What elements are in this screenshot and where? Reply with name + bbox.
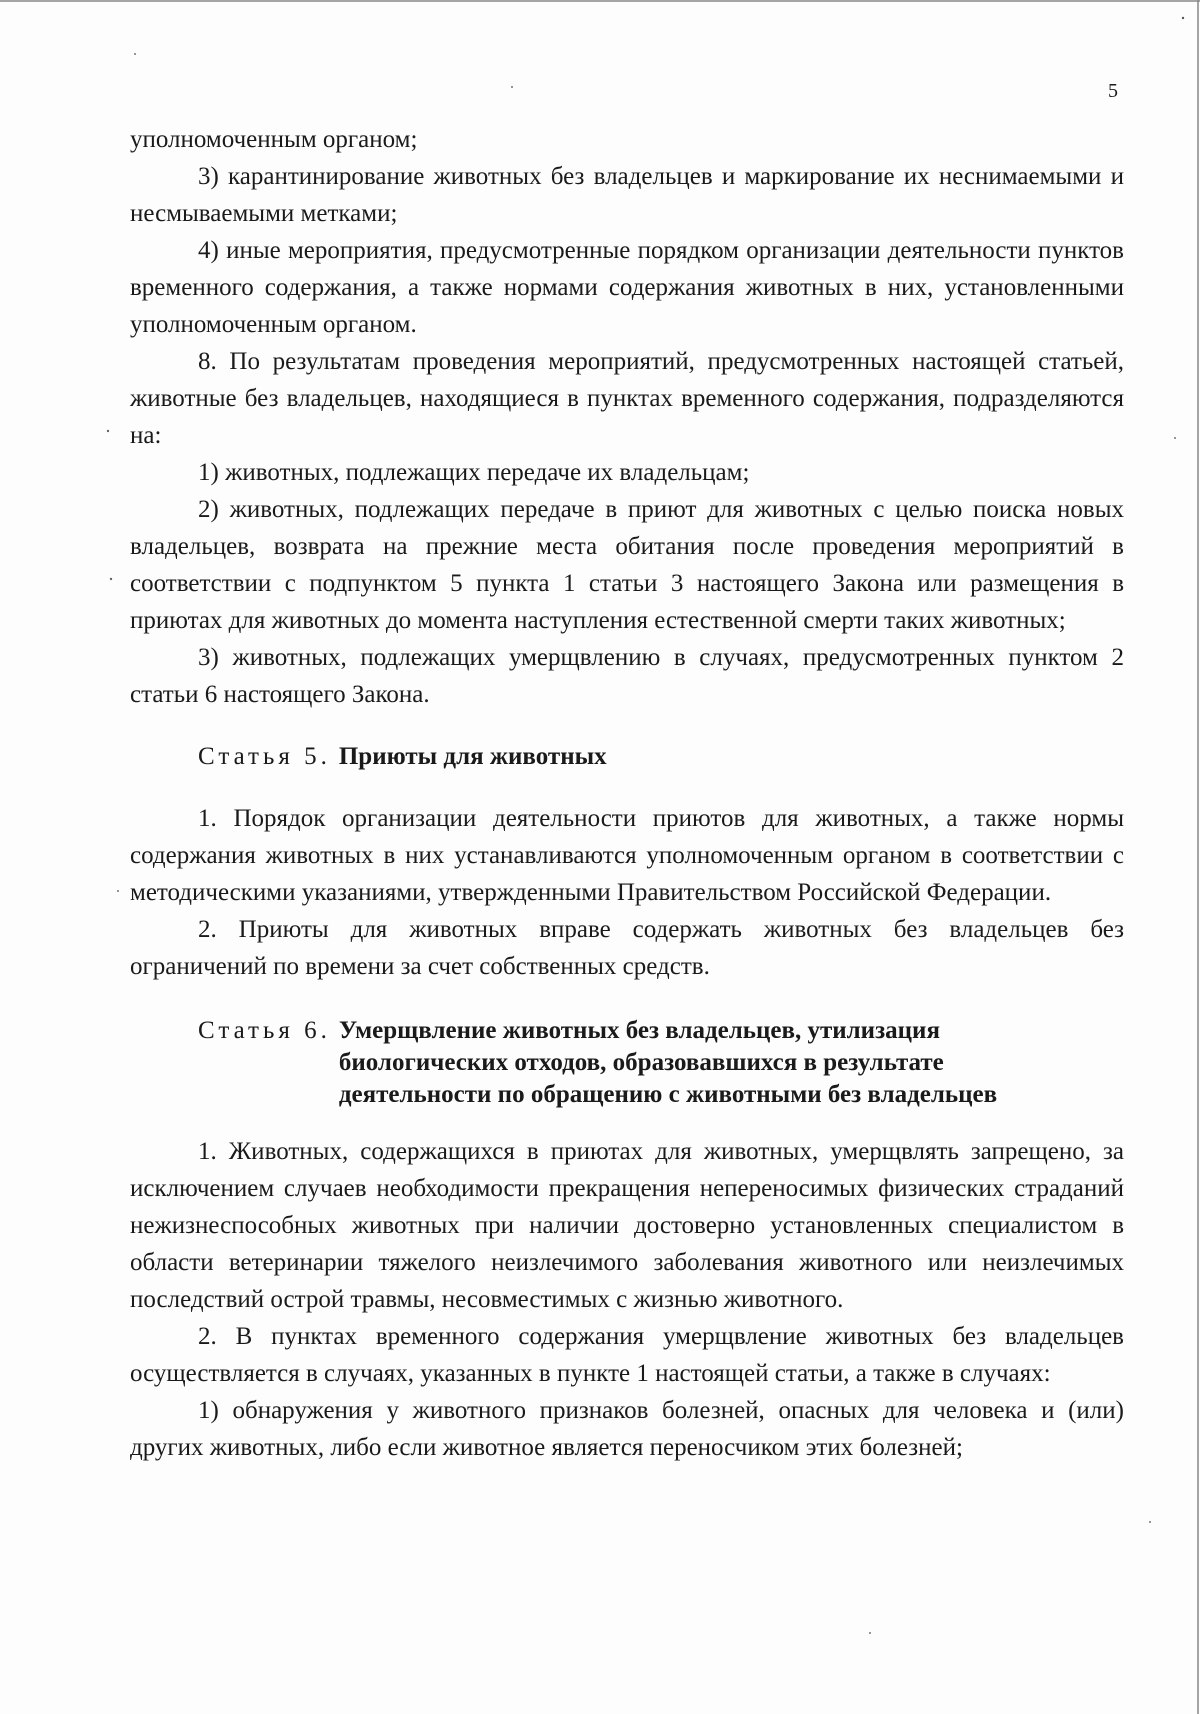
- document-body: [130, 121, 1124, 1466]
- article-6-title: Умерщвление животных без владельцев, утилизация биологических отходов, образовавшихся в результате деятельности по обращению с животными без владельцев: [338, 1017, 998, 1108]
- page-number: 5: [1108, 80, 1118, 102]
- paragraph: 1) животных, подлежащих передаче их владельцам;: [198, 459, 750, 486]
- paragraph: 1. Животных, содержащихся в приютах для животных, умерщвлять запрещено, за исключением случаев необходимости прекращения непереносимых физических страданий нежизнеспособных животных при наличии достоверно установленных специалистом в области ветеринарии тяжелого неизлечимого заболевания животного или неизлечимых последствий острой травмы, несовместимых с жизнью животного.: [130, 1138, 1124, 1313]
- paragraph: 4) иные мероприятия, предусмотренные порядком организации деятельности пунктов временного содержания, а также нормами содержания животных в них, установленными уполномоченным органом.: [130, 237, 1124, 338]
- article-6-label: Статья 6.: [198, 1017, 331, 1044]
- paragraph: 2) животных, подлежащих передаче в приют для животных с целью поиска новых владельцев, возврата на прежние места обитания после проведения мероприятий в соответствии с подпунктом 5 пункта 1 статьи 3 настоящего Закона или размещения в приютах для животных до момента наступления естественной смерти таких животных;: [130, 496, 1124, 634]
- paragraph: 3) животных, подлежащих умерщвлению в случаях, предусмотренных пунктом 2 статьи 6 настоящего Закона.: [130, 644, 1124, 708]
- paragraph: 8. По результатам проведения мероприятий, предусмотренных настоящей статьей, животные без владельцев, находящиеся в пунктах временного содержания, подразделяются на:: [130, 348, 1124, 449]
- paragraph: 2. В пунктах временного содержания умерщвление животных без владельцев осуществляется в случаях, указанных в пункте 1 настоящей статьи, а также в случаях:: [130, 1323, 1124, 1387]
- article-5-label: Статья 5.: [198, 743, 331, 770]
- paragraph: 1) обнаружения у животного признаков болезней, опасных для человека и (или) других животных, либо если животное является переносчиком этих болезней;: [130, 1397, 1124, 1461]
- paragraph: 1. Порядок организации деятельности приютов для животных, а также нормы содержания животных в них устанавливаются уполномоченным органом в соответствии с методическими указаниями, утвержденными Правительством Российской Федерации.: [130, 805, 1124, 906]
- article-5-title: Приюты для животных: [338, 743, 607, 770]
- article-6-heading: [130, 1015, 1124, 1111]
- paragraph: уполномоченным органом;: [130, 126, 418, 153]
- paragraph: 3) карантинирование животных без владельцев и маркирование их неснимаемыми и несмываемыми метками;: [130, 163, 1124, 227]
- article-5-heading: [130, 741, 1124, 773]
- paragraph: 2. Приюты для животных вправе содержать животных без владельцев без ограничений по времени за счет собственных средств.: [130, 916, 1124, 980]
